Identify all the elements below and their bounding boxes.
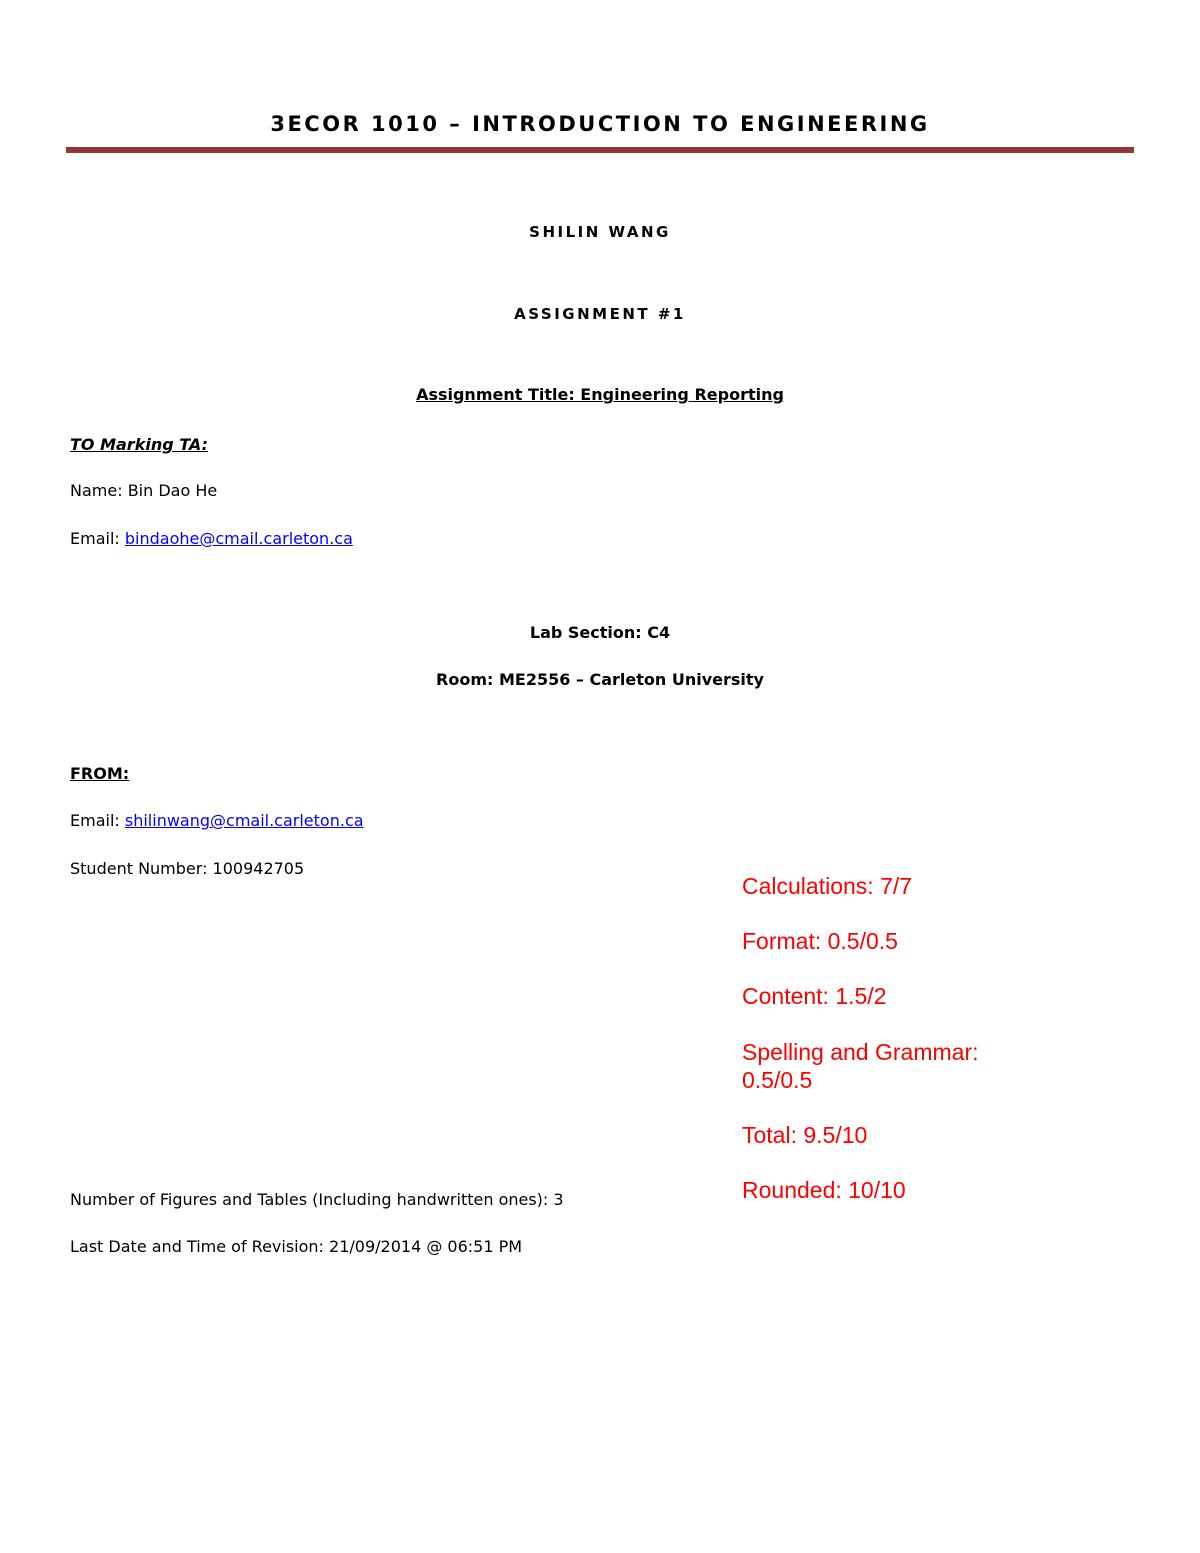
to-heading: TO Marking TA: bbox=[70, 435, 208, 454]
student-number-label: Student Number: bbox=[70, 859, 213, 878]
grade-spelling-label: Spelling and Grammar: bbox=[742, 1039, 979, 1065]
grade-rounded: Rounded: 10/10 bbox=[742, 1177, 906, 1203]
grade-spelling-value: 0.5/0.5 bbox=[742, 1067, 813, 1093]
ta-email-label: Email: bbox=[70, 529, 125, 548]
assignment-number: ASSIGNMENT #1 bbox=[514, 305, 686, 323]
grade-content: Content: 1.5/2 bbox=[742, 983, 887, 1009]
author-name: SHILIN WANG bbox=[529, 223, 671, 241]
figures-tables-count: Number of Figures and Tables (Including handwritten ones): 3 bbox=[70, 1190, 564, 1209]
student-email-label: Email: bbox=[70, 811, 125, 830]
revision-date: Last Date and Time of Revision: 21/09/2014 @ 06:51 PM bbox=[70, 1237, 523, 1256]
grade-calculations: Calculations: 7/7 bbox=[742, 873, 913, 899]
lab-room: Room: ME2556 – Carleton University bbox=[436, 670, 764, 689]
header-rule bbox=[66, 147, 1134, 153]
student-email-link[interactable]: shilinwang@cmail.carleton.ca bbox=[124, 811, 364, 830]
grade-total: Total: 9.5/10 bbox=[742, 1122, 868, 1148]
assignment-title: Assignment Title: Engineering Reporting bbox=[416, 385, 784, 404]
ta-name-line bbox=[70, 481, 217, 500]
course-title: 3ECOR 1010 – INTRODUCTION TO ENGINEERING bbox=[270, 112, 930, 136]
student-number-value: 100942705 bbox=[212, 859, 305, 878]
from-heading: FROM: bbox=[70, 764, 130, 783]
ta-name-label: Name: bbox=[70, 481, 128, 500]
lab-section: Lab Section: C4 bbox=[529, 623, 671, 642]
ta-name-value: Bin Dao He bbox=[127, 481, 218, 500]
ta-email-link[interactable]: bindaohe@cmail.carleton.ca bbox=[124, 529, 353, 548]
student-email-line bbox=[70, 811, 364, 830]
grade-format: Format: 0.5/0.5 bbox=[742, 928, 898, 954]
student-number-line bbox=[70, 859, 304, 878]
ta-email-line bbox=[70, 529, 353, 548]
